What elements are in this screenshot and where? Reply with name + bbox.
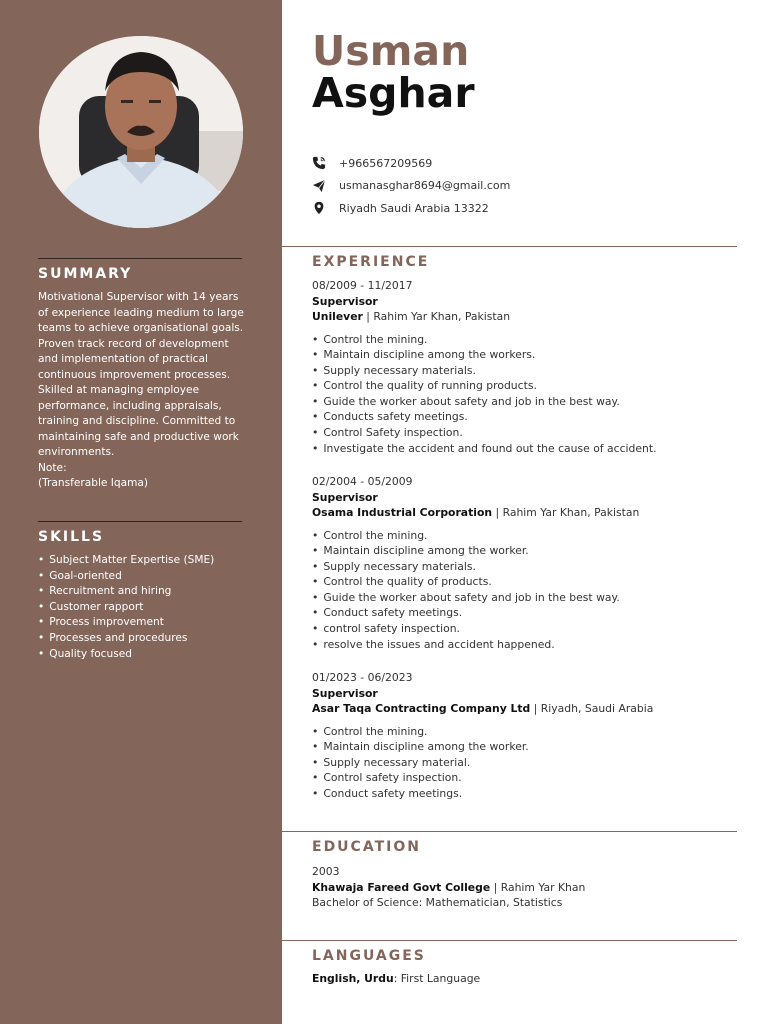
job-title: Supervisor [312,490,378,504]
duty-item: • control safety inspection. [312,621,742,637]
duty-item: • Maintain discipline among the workers. [312,347,742,363]
duty-item: • Control the quality of running products. [312,378,742,394]
location-pin-icon [312,201,326,215]
duty-item: • Control Safety inspection. [312,425,742,441]
education-degree: Bachelor of Science: Mathematician, Statistics [312,896,563,909]
job-employer [312,701,742,717]
duty-item: • Guide the worker about safety and job in the best way. [312,590,742,606]
summary-heading: SUMMARY [38,266,133,282]
job-dates: 08/2009 - 11/2017 [312,279,413,292]
job-entry [312,474,742,652]
duty-item: • Control the mining. [312,724,742,740]
job-company: Unilever [312,310,363,323]
skill-item: • Processes and procedures [38,631,214,647]
language-level: : First Language [393,972,481,985]
address-text: Riyadh Saudi Arabia 13322 [339,201,489,215]
contact-phone [312,152,510,175]
contact-email [312,175,510,198]
duty-item: • Supply necessary materials. [312,363,742,379]
duty-item: • Guide the worker about safety and job in the best way. [312,394,742,410]
contact-block [312,152,510,220]
send-icon [312,179,326,193]
duty-item: • Conduct safety meetings. [312,786,742,802]
job-employer [312,505,742,521]
job-title: Supervisor [312,294,378,308]
job-location: | Rahim Yar Khan, Pakistan [492,506,640,519]
summary-body: Motivational Supervisor with 14 years of experience leading medium to large teams to achieve organisational goals. Proven track record of development and implementation of practical continuous improvement processes. Skilled at managing employee performance, including appraisals, training and discipline. Committed to maintaining safe and productive work environments. [38,291,244,458]
job-entry [312,670,742,801]
job-employer [312,309,742,325]
skill-item: • Customer rapport [38,600,214,616]
duty-item: • Supply necessary materials. [312,559,742,575]
duty-item: • resolve the issues and accident happened. [312,637,742,653]
duty-item: • Maintain discipline among the worker. [312,543,742,559]
phone-number: +966567209569 [339,156,433,170]
education-location: | Rahim Yar Khan [490,880,586,894]
job-title: Supervisor [312,686,378,700]
duty-item: • Control the quality of products. [312,574,742,590]
first-name: Usman [312,27,470,75]
languages-divider [282,940,737,941]
skills-heading: SKILLS [38,529,105,545]
sidebar [0,0,282,1024]
education-school-line [312,880,585,896]
job-duties [312,332,742,457]
education-year: 2003 [312,865,340,878]
skill-item: • Goal-oriented [38,569,214,585]
duty-item: • Conducts safety meetings. [312,409,742,425]
job-location: | Rahim Yar Khan, Pakistan [362,310,511,323]
experience-heading: EXPERIENCE [312,254,430,270]
summary-text [38,290,248,492]
contact-address [312,197,510,220]
skill-item: • Quality focused [38,647,214,663]
education-divider [282,831,737,832]
duty-item: • Control the mining. [312,332,742,348]
duty-item: • Control the mining. [312,528,742,544]
portrait-illustration [39,36,243,228]
language-names: English, Urdu [312,972,394,985]
duty-item: • Maintain discipline among the worker. [312,739,742,755]
job-dates: 02/2004 - 05/2009 [312,475,413,488]
duty-item: • Conduct safety meetings. [312,605,742,621]
job-company: Asar Taqa Contracting Company Ltd [312,702,531,715]
skills-list [38,553,214,662]
job-dates: 01/2023 - 06/2023 [312,671,413,684]
skill-item: • Process improvement [38,615,214,631]
skill-item: • Recruitment and hiring [38,584,214,600]
duty-item: • Control safety inspection. [312,770,742,786]
education-heading: EDUCATION [312,839,421,855]
job-entry [312,278,742,456]
experience-divider [282,246,737,247]
languages-entry [312,972,480,985]
profile-photo [39,36,243,228]
job-duties [312,724,742,802]
education-entry [312,864,585,911]
job-location: | Riyadh, Saudi Arabia [530,702,654,715]
summary-divider [38,258,242,259]
skill-item: • Subject Matter Expertise (SME) [38,553,214,569]
last-name: Asghar [312,69,475,117]
email-address[interactable]: usmanasghar8694@gmail.com [339,179,511,193]
languages-heading: LANGUAGES [312,948,426,964]
job-duties [312,528,742,653]
summary-note: Note: [38,461,67,474]
education-school: Khawaja Fareed Govt College [312,880,491,894]
summary-note-detail: (Transferable Iqama) [38,477,149,489]
duty-item: • Investigate the accident and found out the cause of accident. [312,441,742,457]
skills-divider [38,521,242,522]
duty-item: • Supply necessary material. [312,755,742,771]
job-company: Osama Industrial Corporation [312,506,493,519]
phone-icon [312,156,326,170]
